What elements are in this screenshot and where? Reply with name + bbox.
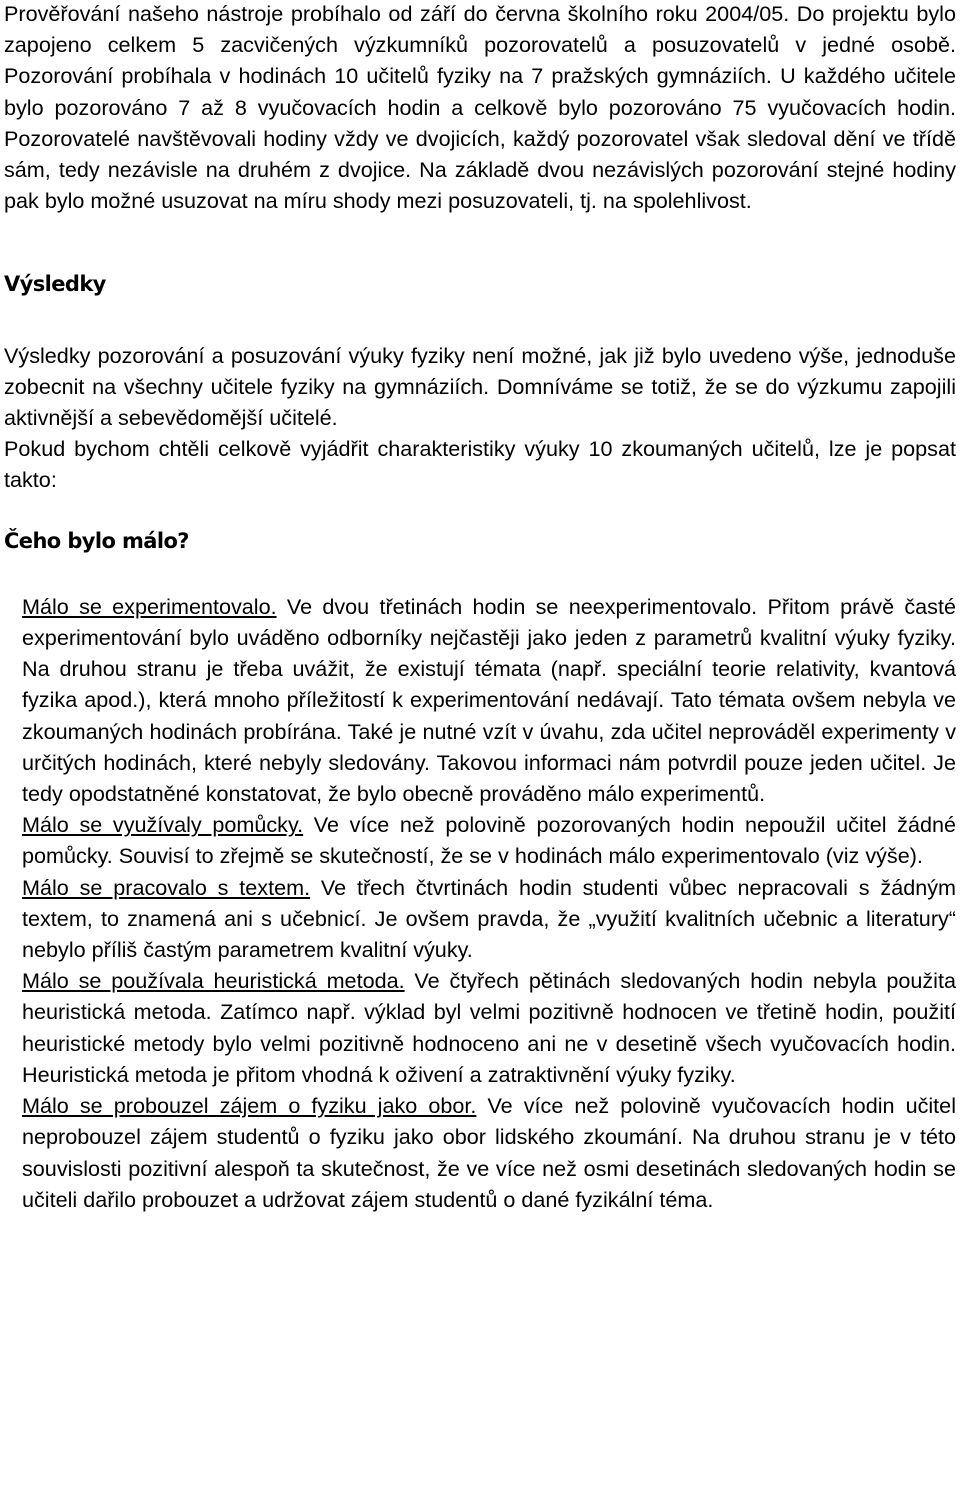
too-little-heading: Čeho bylo málo? xyxy=(4,528,189,553)
finding-item xyxy=(4,965,956,1090)
finding-item xyxy=(4,872,956,966)
finding-text: Ve třech čtvrtinách hodin studenti vůbec nepracovali s žádným textem, to znamená ani s učebnicí. Je ovšem pravda, že „využití kvalitních učebnic a literatury“ nebylo příliš častým parametrem kvalitní výuky. xyxy=(22,874,957,963)
results-paragraph-1: Výsledky pozorování a posuzování výuky fyziky není možné, jak již bylo uvedeno výše, jednoduše zobecnit na všechny učitele fyziky na gymnáziích. Domníváme se totiž, že se do výzkumu zapojili aktivnější a sebevědomější učitelé. xyxy=(4,342,956,431)
finding-title: Málo se pracovalo s textem. xyxy=(22,874,311,900)
finding-title: Málo se využívaly pomůcky. xyxy=(22,812,304,838)
finding-text: Ve více než polovině pozorovaných hodin nepoužil učitel žádné pomůcky. Souvisí to zřejmě se skutečností, že se v hodinách málo experimentovalo (viz výše). xyxy=(22,812,956,869)
results-heading: Výsledky xyxy=(4,272,106,297)
finding-title: Málo se experimentovalo. xyxy=(22,593,277,619)
finding-text: Ve čtyřech pětinách sledovaných hodin nebyla použita heuristická metoda. Zatímco např. výklad byl velmi pozitivně hodnocen ve třetině hodin, použití heuristické metody bylo velmi pozitivně hodnoceno ani ne v desetině všech vyučovacích hodin. Heuristická metoda je přitom vhodná k oživení a zatraktivnění výuky fyziky. xyxy=(22,968,956,1087)
finding-title: Málo se probouzel zájem o fyziku jako obor. xyxy=(22,1093,477,1119)
finding-title: Málo se používala heuristická metoda. xyxy=(22,968,405,994)
finding-text: Ve dvou třetinách hodin se neexperimentovalo. Přitom právě časté experimentování bylo uváděno odborníky nejčastěji jako jeden z parametrů kvalitní výuky fyziky. Na druhou stranu je třeba uvážit, že existují témata (např. speciální teorie relativity, kvantová fyzika apod.), která mnoho příležitostí k experimentování nedávají. Tato témata ovšem nebyla ve zkoumaných hodinách probírána. Také je nutné vzít v úvahu, zda učitel neprováděl experimenty v určitých hodinách, které nebyly sledovány. Takovou informaci nám potvrdil pouze jeden učitel. Je tedy opodstatněné konstatovat, že bylo obecně prováděno málo experimentů. xyxy=(22,593,956,807)
intro-paragraph: Prověřování našeho nástroje probíhalo od září do června školního roku 2004/05. Do projektu bylo zapojeno celkem 5 zacvičených výzkumníků pozorovatelů a posuzovatelů v jedné osobě. Pozorování probíhala v hodinách 10 učitelů fyziky na 7 pražských gymnáziích. U každého učitele bylo pozorováno 7 až 8 vyučovacích hodin a celkově bylo pozorováno 75 vyučovacích hodin. Pozorovatelé navštěvovali hodiny vždy ve dvojicích, každý pozorovatel však sledoval dění ve třídě sám, tedy nezávisle na druhém z dvojice. Na základě dvou nezávislých pozorování stejné hodiny pak bylo možné usuzovat na míru shody mezi posuzovateli, tj. na spolehlivost. xyxy=(4,1,956,214)
finding-item xyxy=(4,591,956,809)
finding-item xyxy=(4,809,956,871)
finding-text: Ve více než polovině vyučovacích hodin učitel neprobouzel zájem studentů o fyziku jako obor lidského zkoumání. Na druhou stranu je v této souvislosti pozitivní alespoň ta skutečnost, že ve více než osmi desetinách sledovaných hodin se učiteli dařilo probouzet a udržovat zájem studentů o dané fyzikální téma. xyxy=(22,1093,956,1212)
results-paragraph-2: Pokud bychom chtěli celkově vyjádřit charakteristiky výuky 10 zkoumaných učitelů, lze je popsat takto: xyxy=(4,436,956,493)
finding-item xyxy=(4,1090,956,1215)
